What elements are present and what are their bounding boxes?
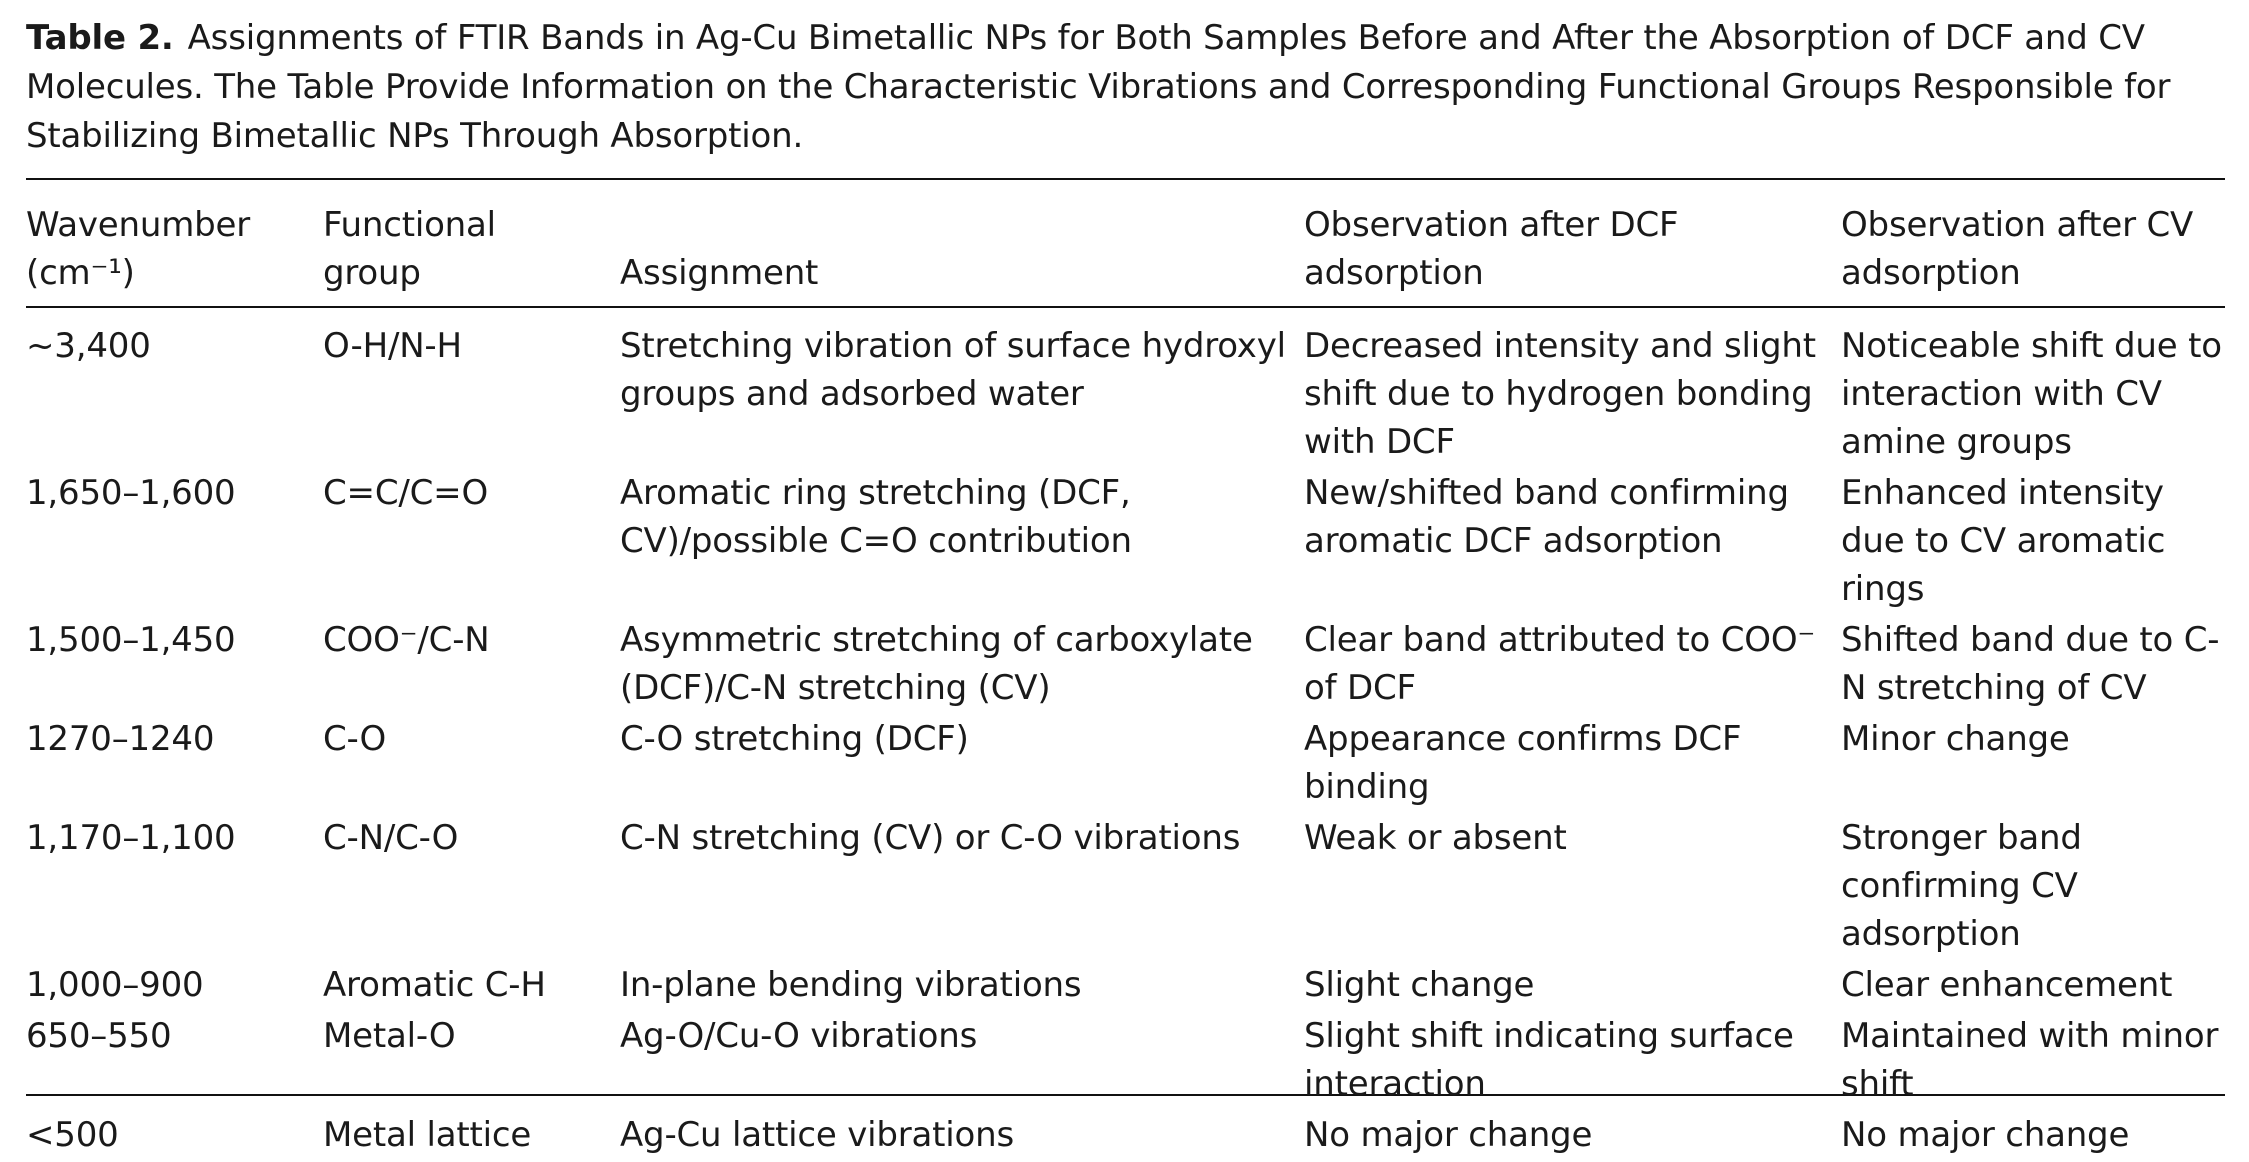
cell-wavenumber: 1,500–1,450: [26, 620, 236, 660]
cell-cv-observation: Minor change: [1841, 719, 2070, 759]
header-functional-group: [323, 180, 620, 306]
header-wavenumber-line2: (cm⁻¹): [26, 253, 135, 293]
table-row: [26, 1012, 2225, 1111]
cell-functional-group: Metal lattice: [323, 1115, 532, 1155]
header-cv-line1: Observation after CV: [1841, 205, 2194, 245]
cell-dcf-observation: Appearance confirms DCF binding: [1304, 719, 1742, 807]
cell-cv-observation: Maintained with minor shift: [1841, 1016, 2219, 1104]
table-row: [26, 715, 2225, 814]
header-dcf-line2: adsorption: [1304, 253, 1484, 293]
cell-cv-observation: Noticeable shift due to interaction with CV amine groups: [1841, 326, 2222, 462]
cell-dcf-observation: Weak or absent: [1304, 818, 1567, 858]
header-cv-line2: adsorption: [1841, 253, 2021, 293]
cell-assignment: Asymmetric stretching of carboxylate (DCF)/C-N stretching (CV): [620, 620, 1253, 708]
header-assignment: [620, 180, 1304, 306]
cell-dcf-observation: Clear band attributed to COO⁻ of DCF: [1304, 620, 1816, 708]
caption-text: Assignments of FTIR Bands in Ag-Cu Bimetallic NPs for Both Samples Before and After the Absorption of DCF and CV Molecules. The Table Provide Information on the Characteristic Vibrations and Corresponding Functional Groups Responsible for Stabilizing Bimetallic NPs Through Absorption.: [26, 18, 2171, 156]
table-row: [26, 1111, 2225, 1162]
cell-wavenumber: 1270–1240: [26, 719, 215, 759]
cell-assignment: In-plane bending vibrations: [620, 965, 1082, 1005]
header-wavenumber-line1: Wavenumber: [26, 205, 251, 245]
header-dcf-line1: Observation after DCF: [1304, 205, 1679, 245]
table-header-row: [26, 180, 2225, 306]
cell-dcf-observation: Decreased intensity and slight shift due to hydrogen bonding with DCF: [1304, 326, 1816, 462]
header-dcf-observation: [1304, 180, 1841, 306]
ftir-table: [26, 180, 2225, 1162]
cell-functional-group: Metal-O: [323, 1016, 456, 1056]
cell-functional-group: C=C/C=O: [323, 473, 489, 513]
cell-dcf-observation: Slight shift indicating surface interaction: [1304, 1016, 1794, 1104]
header-functional-group-line2: group: [323, 253, 421, 293]
cell-assignment: Ag-O/Cu-O vibrations: [620, 1016, 978, 1056]
cell-wavenumber: ~3,400: [26, 326, 151, 366]
table-row: [26, 814, 2225, 961]
cell-wavenumber: 650–550: [26, 1016, 172, 1056]
cell-wavenumber: 1,170–1,100: [26, 818, 236, 858]
table-row: [26, 961, 2225, 1012]
cell-dcf-observation: No major change: [1304, 1115, 1593, 1155]
cell-functional-group: O-H/N-H: [323, 326, 462, 366]
header-assignment-line2: Assignment: [620, 253, 819, 293]
table-row: [26, 306, 2225, 469]
header-cv-observation: [1841, 180, 2225, 306]
header-functional-group-line1: Functional: [323, 205, 496, 245]
table-row: [26, 469, 2225, 616]
cell-cv-observation: Stronger band confirming CV adsorption: [1841, 818, 2082, 954]
cell-assignment: Aromatic ring stretching (DCF, CV)/possible C=O contribution: [620, 473, 1132, 561]
cell-assignment: C-N stretching (CV) or C-O vibrations: [620, 818, 1241, 858]
cell-functional-group: COO⁻/C-N: [323, 620, 490, 660]
cell-dcf-observation: Slight change: [1304, 965, 1535, 1005]
header-wavenumber: [26, 180, 323, 306]
cell-wavenumber: 1,650–1,600: [26, 473, 236, 513]
cell-wavenumber: 1,000–900: [26, 965, 204, 1005]
table-caption: [26, 14, 2226, 161]
cell-functional-group: C-N/C-O: [323, 818, 459, 858]
table-row: [26, 616, 2225, 715]
cell-cv-observation: Enhanced intensity due to CV aromatic rings: [1841, 473, 2166, 609]
cell-cv-observation: Clear enhancement: [1841, 965, 2173, 1005]
cell-cv-observation: No major change: [1841, 1115, 2130, 1155]
cell-assignment: Ag-Cu lattice vibrations: [620, 1115, 1015, 1155]
cell-functional-group: C-O: [323, 719, 387, 759]
cell-assignment: C-O stretching (DCF): [620, 719, 969, 759]
cell-dcf-observation: New/shifted band confirming aromatic DCF adsorption: [1304, 473, 1789, 561]
cell-wavenumber: <500: [26, 1115, 119, 1155]
table-label: Table 2.: [26, 18, 174, 58]
cell-cv-observation: Shifted band due to C-N stretching of CV: [1841, 620, 2220, 708]
cell-functional-group: Aromatic C-H: [323, 965, 546, 1005]
cell-assignment: Stretching vibration of surface hydroxyl groups and adsorbed water: [620, 326, 1286, 414]
